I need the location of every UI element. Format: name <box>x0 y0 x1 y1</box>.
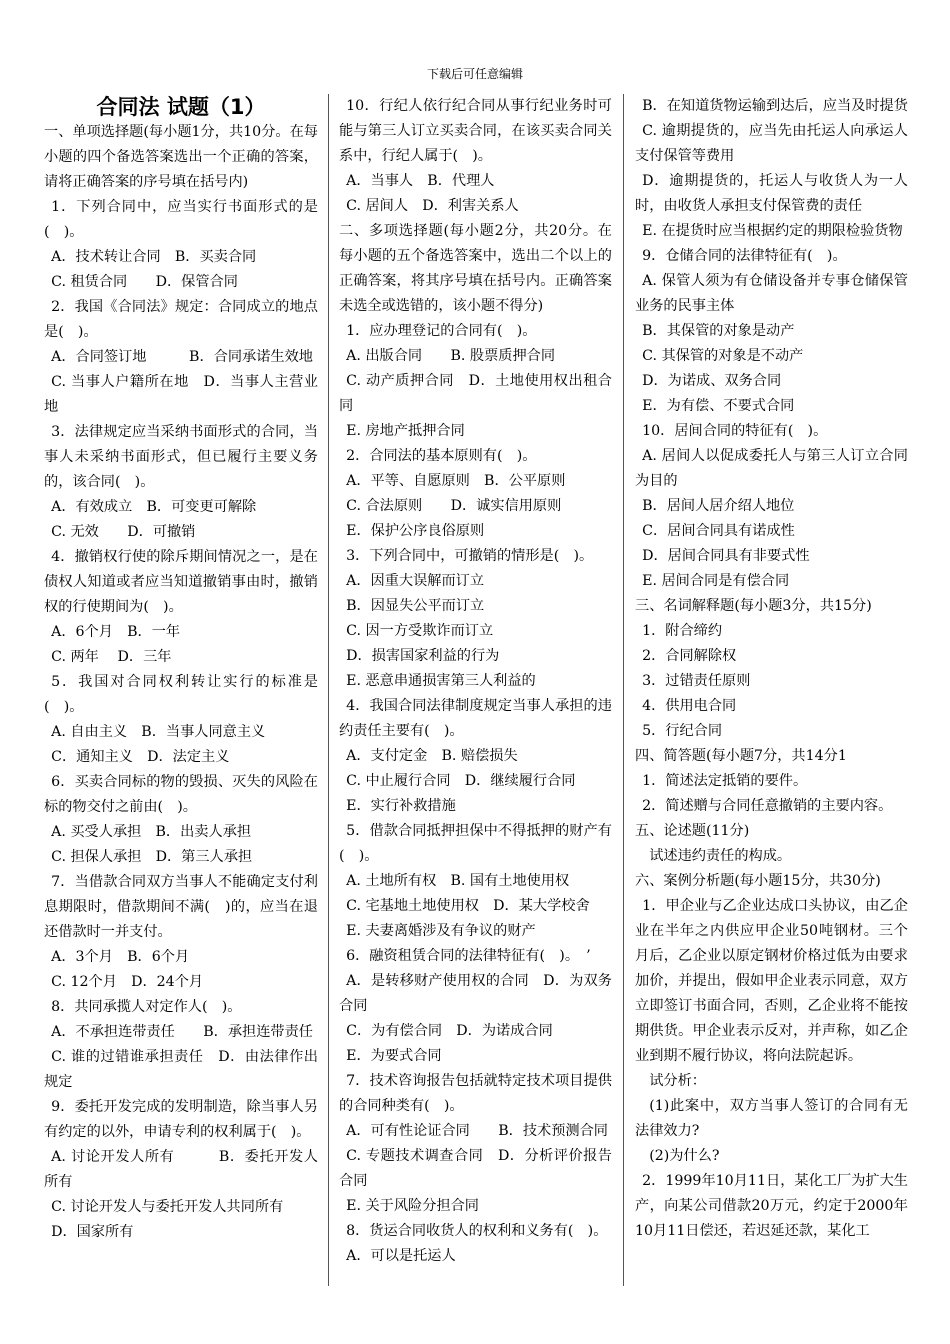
text-line: 3．法律规定应当采纳书面形式的合同，当事人未采纳书面形式，但已履行主要义务的，该合同( )。 <box>44 424 318 490</box>
text-line: 7．当借款合同双方当事人不能确定支付利息期限时，借款期间不满( )的，应当在退还借款时一并支付。 <box>44 874 318 940</box>
text-line: 2．简述赠与合同任意撤销的主要内容。 <box>642 798 893 814</box>
text-line: C. 专题技术调查合同 D．分析评价报告合同 <box>339 1148 612 1189</box>
text-line: D．国家所有 <box>51 1224 134 1240</box>
text-line: C．居间合同具有诺成性 <box>642 523 795 539</box>
text-line: C．通知主义 D．法定主义 <box>51 749 230 765</box>
text-line: E．为要式合同 <box>346 1048 442 1064</box>
text-line: C. 动产质押合同 D．土地使用权出租合同 <box>339 373 612 414</box>
document-title: 合同法 试题（1） <box>96 95 266 119</box>
text-line: 3．过错责任原则 <box>642 673 751 689</box>
text-line: 4．撤销权行使的除斥期间情况之一，是在债权人知道或者应当知道撤销事由时，撤销权的行使期间为( )。 <box>44 549 318 615</box>
text-line: A. 保管人须为有仓储设备并专事仓储保管业务的民事主体 <box>635 273 908 314</box>
text-line: 1．应办理登记的合同有( )。 <box>346 323 537 339</box>
text-line: A. 土地所有权 B. 国有土地使用权 <box>346 873 570 889</box>
column-1 <box>44 94 318 1286</box>
text-line: A. 自由主义 B．当事人同意主义 <box>51 724 266 740</box>
text-line: 10．行纪人依行纪合同从事行纪业务时可能与第三人订立买卖合同，在该买卖合同关系中，行纪人属于( )。 <box>339 98 612 164</box>
text-line: D．损害国家利益的行为 <box>346 648 500 664</box>
text-line: 1．下列合同中，应当实行书面形式的是( )。 <box>44 199 318 240</box>
text-line: C. 居间人 D．利害关系人 <box>346 198 519 214</box>
text-line: E．为有偿、不要式合同 <box>642 398 795 414</box>
section-heading: 三、名词解释题(每小题3分，共15分) <box>635 598 872 614</box>
section-heading: 二、多项选择题(每小题2分，共20分。在每小题的五个备选答案中，选出二个以上的正确答案，将其序号填在括号内。正确答案未选全或选错的，该小题不得分) <box>339 223 612 314</box>
text-line: C. 宅基地土地使用权 D．某大学校舍 <box>346 898 590 914</box>
text-line: E. 居间合同是有偿合同 <box>642 573 790 589</box>
text-line: C. 其保管的对象是不动产 <box>642 348 804 364</box>
text-line: 2．1999年10月11日，某化工厂为扩大生产，向某公司借款20万元，约定于2000年10月11日偿还，若迟延还款，某化工 <box>635 1173 908 1239</box>
text-line: 8．共同承揽人对定作人( )。 <box>51 999 242 1015</box>
text-line: 1．简述法定抵销的要件。 <box>642 773 808 789</box>
text-line: E. 关于风险分担合同 <box>346 1198 479 1214</box>
text-line: 2．我国《合同法》规定：合同成立的地点是( )。 <box>44 299 318 340</box>
text-line: A．可以是托运人 <box>346 1248 456 1264</box>
text-line: C. 因一方受欺诈而订立 <box>346 623 494 639</box>
text-line: B．居间人居介绍人地位 <box>642 498 795 514</box>
text-line: C. 当事人户籍所在地 D．当事人主营业地 <box>44 374 318 415</box>
text-line: B．因显失公平而订立 <box>346 598 485 614</box>
text-line: (2)为什么? <box>649 1148 720 1164</box>
text-line: C. 中止履行合同 D．继续履行合同 <box>346 773 576 789</box>
text-line: B．其保管的对象是动产 <box>642 323 795 339</box>
text-line: 4．供用电合同 <box>642 698 737 714</box>
text-line: E. 夫妻离婚涉及有争议的财产 <box>346 923 536 939</box>
text-line: 1．甲企业与乙企业达成口头协议，由乙企业在半年之内供应甲企业50吨钢材。三个月后，乙企业以原定钢材价格过低为由要求加价，并提出，假如甲企业表示同意，双方立即签订书面合同，否则，乙企业将不能按期供货。甲企业表示反对，并声称，如乙企业到期不履行协议，将向法院起诉。 <box>635 898 908 1064</box>
text-line: 5．借款合同抵押担保中不得抵押的财产有( )。 <box>339 823 612 864</box>
section-heading: 一、单项选择题(每小题1分，共10分。在每小题的四个备选答案选出一个正确的答案，请将正确答案的序号填在括号内) <box>44 124 318 190</box>
text-line: 7．技术咨询报告包括就特定技术项目提供的合同种类有( )。 <box>339 1073 612 1114</box>
text-line: C. 合法原则 D．诚实信用原则 <box>346 498 562 514</box>
text-line: D．逾期提货的，托运人与收货人为一人时，由收货人承担支付保管费的责任 <box>635 173 908 214</box>
column-2 <box>339 94 612 1286</box>
text-line: 9．仓储合同的法律特征有( )。 <box>642 248 847 264</box>
text-line: D．居间合同具有非要式性 <box>642 548 810 564</box>
text-line: A. 居间人以促成委托人与第三人订立合同为目的 <box>635 448 908 489</box>
text-line: A. 出版合同 B. 股票质押合同 <box>346 348 556 364</box>
text-line: E．实行补救措施 <box>346 798 456 814</box>
text-line: E. 恶意串通损害第三人利益的 <box>346 673 536 689</box>
text-line: E．保护公序良俗原则 <box>346 523 485 539</box>
text-line: A．有效成立 B．可变更可解除 <box>51 499 257 515</box>
text-line: 1．附合缔约 <box>642 623 723 639</box>
text-line: 3．下列合同中，可撤销的情形是( )。 <box>346 548 594 564</box>
text-line: C. 讨论开发人与委托开发人共同所有 <box>51 1199 284 1215</box>
section-heading: 四、简答题(每小题7分，共14分1 <box>635 748 847 764</box>
column-divider <box>328 94 329 1286</box>
text-line: 2．合同解除权 <box>642 648 737 664</box>
text-line: C. 12个月 D．24个月 <box>51 974 204 990</box>
column-3 <box>635 94 908 1286</box>
text-line: 9．委托开发完成的发明制造，除当事人另有约定的以外，申请专利的权利属于( )。 <box>44 1099 318 1140</box>
text-line: A. 讨论开发人所有 B．委托开发人所有 <box>44 1149 318 1190</box>
text-line: 2．合同法的基本原则有( )。 <box>346 448 537 464</box>
text-line: E. 房地产抵押合同 <box>346 423 465 439</box>
section-heading: 六、案例分析题(每小题15分，共30分) <box>635 873 881 889</box>
text-line: C. 无效 D．可撤销 <box>51 524 196 540</box>
text-line: A．因重大误解而订立 <box>346 573 485 589</box>
text-line: 试分析： <box>649 1073 706 1089</box>
text-line: 6．买卖合同标的物的毁损、灭失的风险在标的物交付之前由( )。 <box>44 774 318 815</box>
section-heading: 五、论述题(11分) <box>635 823 750 839</box>
text-line: C. 租赁合同 D．保管合同 <box>51 274 238 290</box>
text-line: A．技术转让合同 B．买卖合同 <box>51 249 257 265</box>
text-line: A．3个月 B．6个月 <box>51 949 190 965</box>
text-line: E. 在提货时应当根据约定的期限检验货物 <box>642 223 903 239</box>
text-line: C. 两年 D．三年 <box>51 649 172 665</box>
text-line: C. 逾期提货的，应当先由托运人向承运人支付保管等费用 <box>635 123 908 164</box>
text-line: A．6个月 B．一年 <box>51 624 181 640</box>
page-header: 下载后可任意编辑 <box>426 67 523 81</box>
text-line: A．当事人 B．代理人 <box>346 173 495 189</box>
column-divider <box>623 94 624 1286</box>
text-line: B．在知道货物运输到达后，应当及时提货 <box>642 98 908 114</box>
text-line: D．为诺成、双务合同 <box>642 373 782 389</box>
text-line: A．是转移财产使用权的合同 D．为双务合同 <box>339 973 612 1014</box>
text-line: 10．居间合同的特征有( )。 <box>642 423 828 439</box>
text-line: 8．货运合同收货人的权利和义务有( )。 <box>346 1223 608 1239</box>
text-line: A. 买受人承担 B．出卖人承担 <box>51 824 252 840</box>
text-line: A．可有性论证合同 B．技术预测合同 <box>346 1123 608 1139</box>
text-line: C. 谁的过错谁承担责任 D．由法律作出规定 <box>44 1049 318 1090</box>
text-line: A．合同签订地 B．合同承诺生效地 <box>51 349 313 365</box>
text-line: A．不承担连带责任 B．承担连带责任 <box>51 1024 313 1040</box>
text-line: A．支付定金 B. 赔偿损失 <box>346 748 518 764</box>
text-line: (1)此案中，双方当事人签订的合同有无法律效力? <box>635 1098 908 1139</box>
text-line: 试述违约责任的构成。 <box>649 848 792 864</box>
text-line: 6．融资租赁合同的法律特征有( )。 ’ <box>346 948 591 964</box>
text-line: 5．行纪合同 <box>642 723 723 739</box>
text-line: A．平等、自愿原则 B．公平原则 <box>346 473 566 489</box>
text-line: 4．我国合同法律制度规定当事人承担的违约责任主要有( )。 <box>339 698 612 739</box>
text-line: 5．我国对合同权利转让实行的标准是( )。 <box>44 674 318 715</box>
text-line: C. 担保人承担 D．第三人承担 <box>51 849 253 865</box>
text-line: C．为有偿合同 D．为诺成合同 <box>346 1023 553 1039</box>
